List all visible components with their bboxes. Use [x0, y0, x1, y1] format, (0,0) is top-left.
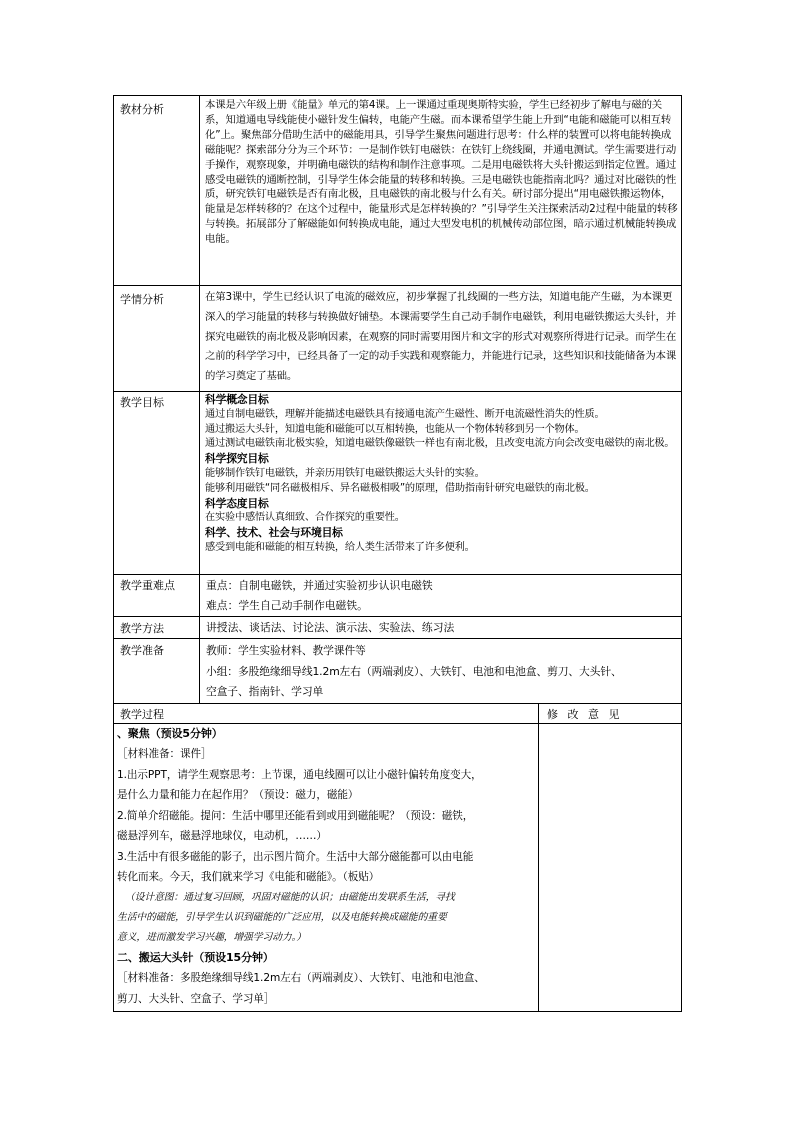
content-textbook-analysis: 本课是六年级上册《能量》单元的第4课。上一课通过重现奥斯特实验，学生已经初步了解电与磁的关系，知道通电导线能使小磁针发生偏转，电能产生磁。而本课希望学生能上升到“电能和磁能可以相互转化”上。聚焦部分借助生活中的磁能用具，引导学生聚焦问题进行思考：什么样的装置可以将电能转换成磁能呢？探索部分分为三个环节：一是制作铁钉电磁铁：在铁钉上绕线圈，并通电测试。学生需要进行动手操作，观察现象，并明确电磁铁的结构和制作注意事项。二是用电磁铁将大头针搬运到指定位置。通过感受电磁铁的通断控制，引导学生体会能量的转移和转换。三是电磁铁也能指南北吗？通过对比磁铁的性质，研究铁钉电磁铁是否有南北极，且电磁铁的南北极与什么有关。研讨部分提出“用电磁铁搬运物体，能量是怎样转移的？在这个过程中，能量形式是怎样转换的？”引导学生关注探索活动2过程中能量的转移与转换。拓展部分了解磁能如何转换成电能，通过大型发电机的机械传动部位图，暗示通过机械能转换成电能。 [200, 96, 682, 286]
label-textbook-analysis: 教材分析 [114, 96, 200, 286]
design-intent: 意义，进而激发学习兴趣，增强学习动力。） [117, 931, 307, 943]
goal-item: 通过测试电磁铁南北极实验，知道电磁铁像磁铁一样也有南北极，且改变电流方向会改变电磁铁的南北极。 [205, 438, 675, 450]
step-line: 转化而来。今天，我们就来学习《电能和磁能》。（板贴） [117, 871, 380, 883]
lesson-plan [113, 95, 681, 1012]
label-preparation: 教学准备 [114, 639, 200, 704]
step-line: 3.生活中有很多磁能的影子，出示图片简介。生活中大部分磁能都可以由电能 [117, 850, 474, 863]
goal-item: 能够利用磁铁“同名磁极相斥、异名磁极相吸”的原理，借助指南针研究电磁铁的南北极。 [205, 482, 595, 494]
label-teaching-goals: 教学目标 [114, 392, 200, 575]
prep-group-cont: 空盒子、指南针、学习单 [206, 685, 324, 698]
content-student-analysis: 在第3课中，学生已经认识了电流的磁效应，初步掌握了扎线圈的一些方法，知道电能产生磁，为本课更深入的学习能量的转移与转换做好铺垫。本课需要学生自己动手制作电磁铁，利用电磁铁搬运大头针，并探究电磁铁的南北极及影响因素，在观察的同时需要用图片和文字的形式对观察所得进行记录。而学生在之前的科学学习中，已经具备了一定的动手实践和观察能力，并能进行记录，这些知识和技能储备为本课的学习奠定了基础。 [200, 286, 682, 392]
goal-heading-attitude: 科学态度目标 [205, 496, 269, 510]
key-point: 重点：自制电磁铁，并通过实验初步认识电磁铁 [206, 579, 433, 592]
process-header-right: 修 改 意 见 [539, 703, 682, 723]
material-note: ［材料准备：多股绝缘细导线1.2m左右（两端剥皮）、大铁钉、电池和电池盒、 [117, 972, 485, 984]
row-methods [114, 617, 682, 639]
prep-teacher: 教师：学生实验材料、教学课件等 [206, 644, 366, 657]
content-methods: 讲授法、谈话法、讨论法、演示法、实验法、练习法 [200, 617, 682, 639]
section-title-focus: 、聚焦（预设5分钟） [117, 726, 223, 740]
row-textbook-analysis [114, 96, 682, 286]
row-process-body [114, 723, 682, 1011]
design-intent: 生活中的磁能，引导学生认识到磁能的广泛应用，以及电能转换成磁能的重要 [117, 911, 447, 923]
goal-item: 感受到电能和磁能的相互转换，给人类生活带来了许多便利。 [205, 541, 475, 553]
row-teaching-goals [114, 392, 682, 575]
content-teaching-goals [200, 392, 682, 575]
material-note: ［材料准备：课件］ [117, 748, 212, 760]
content-key-points [200, 575, 682, 617]
content-preparation [200, 639, 682, 704]
process-header-left: 教学过程 [114, 703, 539, 723]
goal-item: 通过搬运大头针，知道电能和磁能可以互相转换，也能从一个物体转移到另一个物体。 [205, 423, 585, 435]
step-line: 磁悬浮列车，磁悬浮地球仪，电动机，……） [117, 830, 327, 842]
lesson-plan-table [113, 95, 682, 1012]
process-content [114, 723, 539, 1011]
label-key-points: 教学重难点 [114, 575, 200, 617]
design-intent: （设计意图：通过复习回顾，巩固对磁能的认识；由磁能出发联系生活，寻找 [125, 891, 455, 903]
goal-item: 在实验中感悟认真细致、合作探究的重要性。 [205, 512, 405, 524]
row-student-analysis [114, 286, 682, 392]
goal-heading-inquiry: 科学探究目标 [205, 452, 269, 466]
step-line: 是什么力量和能力在起作用？（预设：磁力，磁能） [117, 789, 359, 801]
row-preparation [114, 639, 682, 704]
goal-heading-concept: 科学概念目标 [205, 393, 269, 406]
difficult-point: 难点：学生自己动手制作电磁铁。 [206, 599, 368, 612]
row-process-header [114, 703, 682, 723]
section-title-carry-pins: 二、搬运大头针（预设15分钟） [117, 950, 274, 964]
step-line: 1.出示PPT，请学生观察思考：上节课，通电线圈可以让小磁针偏转角度变大， [117, 768, 482, 781]
revision-notes-cell [539, 723, 682, 1011]
row-key-points [114, 575, 682, 617]
goal-item: 能够制作铁钉电磁铁，并亲历用铁钉电磁铁搬运大头针的实验。 [205, 467, 485, 479]
step-line: 2.简单介绍磁能。提问：生活中哪里还能看到或用到磁能呢？（预设：磁铁， [117, 809, 474, 822]
label-methods: 教学方法 [114, 617, 200, 639]
goal-heading-sts: 科学、技术、社会与环境目标 [205, 526, 343, 540]
prep-group: 小组：多股绝缘细导线1.2m左右（两端剥皮）、大铁钉、电池和电池盒、剪刀、大头针、 [206, 664, 622, 678]
material-note: 剪刀、大头针、空盒子、学习单］ [117, 992, 275, 1005]
label-student-analysis: 学情分析 [114, 286, 200, 392]
goal-item: 通过自制电磁铁，理解并能描述电磁铁具有接通电流产生磁性、断开电流磁性消失的性质。 [205, 408, 605, 420]
